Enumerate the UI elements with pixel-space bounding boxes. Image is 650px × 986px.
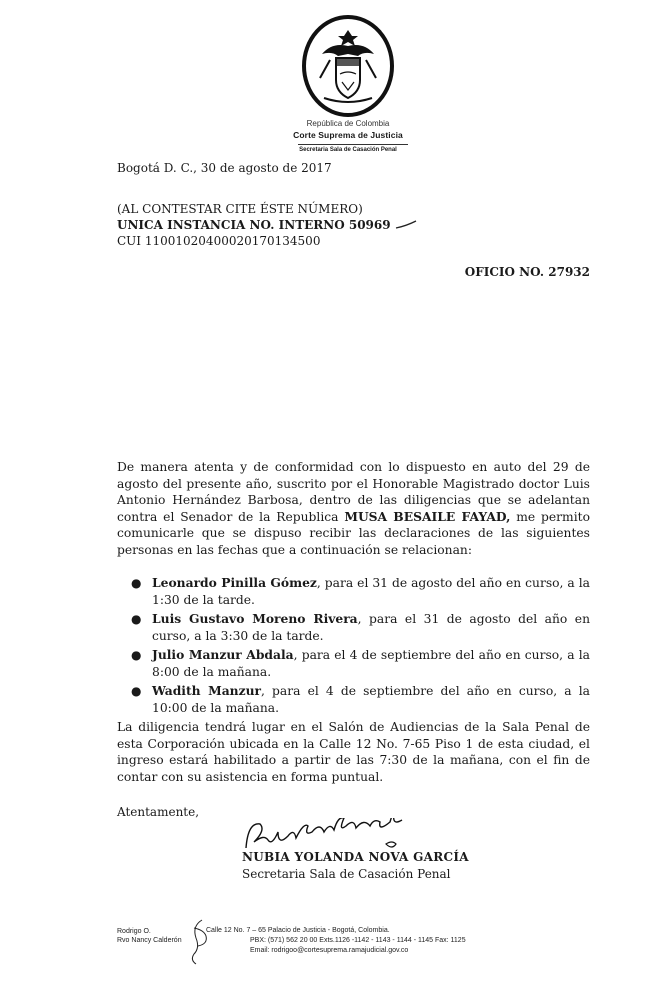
footer-phone: PBX: (571) 562 20 00 Exts.1126 -1142 - 1143 - 1144 - 1145 Fax: 1125 <box>250 937 466 944</box>
secretariat-label: Secretaria Sala de Casación Penal <box>299 147 397 153</box>
cite-note: (AL CONTESTAR CITE ÉSTE NÚMERO) <box>117 202 363 216</box>
witness-detail: , para el 31 de agosto del año en curso, a la 3:30 de la tarde. <box>152 612 590 643</box>
instance-number <box>117 218 417 232</box>
check-mark-icon <box>395 220 417 230</box>
oficio-number: OFICIO NO. 27932 <box>464 265 590 279</box>
coat-of-arms-icon <box>300 14 396 118</box>
intro-text-1: De manera atenta y de conformidad con lo dispuesto en auto del 29 de agosto del presente año, suscrito por el Honorable Magistrado doctor Luis Antonio Hernández Barbosa, dentro de las diligencias que se adelantan contra el Senador de la Republica <box>117 460 590 524</box>
footer-initials-1: Rodrigo O. <box>117 928 151 935</box>
list-item <box>131 683 590 716</box>
witness-detail: , para el 31 de agosto del año en curso, a la 1:30 de la tarde. <box>152 576 590 607</box>
bullet-icon: ● <box>131 648 142 662</box>
footer-address: Calle 12 No. 7 – 65 Palacio de Justicia - Bogotá, Colombia. <box>206 927 390 934</box>
footer-initials-2: Rvo Nancy Calderón <box>117 937 182 944</box>
witness-detail: , para el 4 de septiembre del año en curso, a la 8:00 de la mañana. <box>152 648 591 679</box>
witness-name: Julio Manzur Abdala <box>152 647 294 662</box>
list-item <box>131 575 590 608</box>
signatory-title: Secretaria Sala de Casación Penal <box>242 867 451 881</box>
cui-number: CUI 11001020400020170134500 <box>117 234 321 248</box>
intro-text-2: me permito comunicarle que se dispuso recibir las declaraciones de las siguientes personas en las fechas que a continuación se relacionan: <box>117 509 590 557</box>
salutation: Atentamente, <box>117 805 200 819</box>
footer-email: Email: rodrigoo@cortesuprema.ramajudicial.gov.co <box>250 947 409 954</box>
witness-name: Luis Gustavo Moreno Rivera <box>152 611 358 626</box>
date-line: Bogotá D. C., 30 de agosto de 2017 <box>117 161 332 175</box>
witness-name: Wadith Manzur <box>152 683 262 698</box>
witness-name: Leonardo Pinilla Gómez <box>152 575 317 590</box>
header-divider <box>298 144 408 145</box>
bullet-icon: ● <box>131 612 142 626</box>
signatory-name: NUBIA YOLANDA NOVA GARCÍA <box>242 850 469 864</box>
republic-label: República de Colombia <box>306 119 390 128</box>
bullet-icon: ● <box>131 576 142 590</box>
bullet-icon: ● <box>131 684 142 698</box>
witness-list <box>131 575 591 719</box>
list-item <box>131 647 591 680</box>
list-item <box>131 611 590 644</box>
instance-number-text: UNICA INSTANCIA NO. INTERNO 50969 <box>117 218 391 232</box>
intro-paragraph <box>117 459 590 558</box>
senator-name: MUSA BESAILE FAYAD, <box>344 508 511 524</box>
closing-paragraph: La diligencia tendrá lugar en el Salón de Audiencias de la Sala Penal de esta Corporación ubicada en la Calle 12 No. 7-65 Piso 1 de esta ciudad, el ingreso estará habilitado a partir de las 7:30 de la mañana, con el fin de contar con su asistencia en forma puntual. <box>117 720 590 784</box>
witness-detail: , para el 4 de septiembre del año en curso, a la 10:00 de la mañana. <box>152 684 590 715</box>
court-name: Corte Suprema de Justicia <box>293 130 403 140</box>
